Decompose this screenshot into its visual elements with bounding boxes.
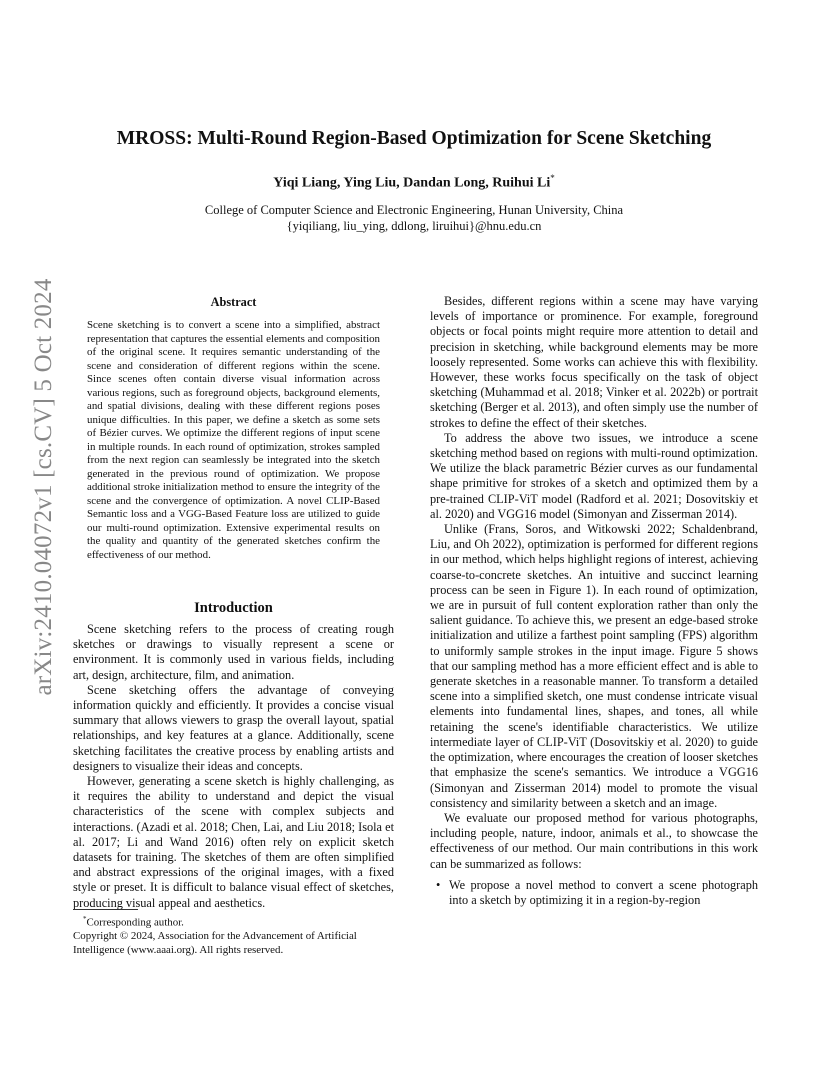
intro-paragraph: Scene sketching refers to the process of creating rough sketches or drawings to visually represent a scene or environment. It is commonly used in various fields, including art, design, architecture, film, and animation.: [73, 622, 394, 682]
introduction-left-column: [73, 622, 394, 911]
abstract-heading: Abstract: [210, 295, 257, 309]
body-paragraph: We evaluate our proposed method for various photographs, including people, nature, indoor, animals et al., to showcase the effectiveness of our method. Our main contributions in this work can be summarized as follows:: [430, 810, 758, 871]
body-paragraph: Besides, different regions within a scene may have varying levels of importance or prominence. For example, foreground objects or focal points might require more attention to detail and precision in sketching, while background elements may be more loosely represented. Some works can achieve this with flexibility. However, these works focus specifically on the task of object sketching (Muhammad et al. 2018; Vinker et al. 2022b) or portrait sketching (Berger et al. 2013), and often simply use the number of strokes to define the effect of their sketches.: [430, 294, 758, 430]
affiliation-block: [0, 202, 828, 234]
copyright-notice: Copyright © 2024, Association for the Advancement of Artificial Intelligence (www.aaai.org). All rights reserved.: [73, 930, 357, 956]
footnote-text: Corresponding author.: [86, 916, 184, 929]
corresponding-author-mark: *: [550, 173, 555, 183]
body-paragraph: To address the above two issues, we introduce a scene sketching method based on regions with multi-round optimization. We utilize the black parametric Bézier curves as our fundamental shape primitive for strokes of a sketch and optimized them by a pre-trained CLIP-ViT model (Radford et al. 2021; Dosovitskiy et al. 2020) and VGG16 model (Simonyan and Zisserman 2014).: [430, 430, 758, 521]
abstract-text: Scene sketching is to convert a scene into a simplified, abstract representation that captures the essential elements and composition of the original scene. It requires semantic understanding of the scene and consideration of different regions within the scene. Since scenes often contain diverse visual information across various regions, such as foreground objects, background elements, and spatial divisions, dealing with these different regions poses unique difficulties. In this paper, we define a sketch as some sets of Bézier curves. We optimize the different regions of input scene in multiple rounds. In each round of optimization, strokes sampled from the next region can seamlessly be integrated into the sketch generated in the previous round of optimization. We propose additional stroke initialization method to ensure the integrity of the scene and the convergence of optimization. A novel CLIP-Based Semantic loss and a VGG-Based Feature loss are utilized to guide our multi-round optimization. Extensive experimental results on the quality and quantity of the generated sketches confirm the effectiveness of our method.: [87, 319, 380, 561]
introduction-heading: Introduction: [194, 600, 273, 616]
contribution-text: We propose a novel method to convert a scene photograph into a sketch by optimizing it in a region-by-region: [449, 877, 758, 907]
affiliation: College of Computer Science and Electronic Engineering, Hunan University, China: [204, 203, 624, 217]
paper-title: MROSS: Multi-Round Region-Based Optimization for Scene Sketching: [116, 128, 712, 149]
contribution-list: [430, 878, 758, 908]
footnote: [73, 913, 394, 930]
intro-paragraph: However, generating a scene sketch is highly challenging, as it requires the ability to understand and depict the visual characteristics of the scene with complex subjects and interactions. (Azadi et al. 2018; Chen, Lai, and Liu 2018; Isola et al. 2017; Li and Wand 2016) often rely on explicit sketch datasets for training. The sketches of them are often simplified and abstract expressions of the original images, with a fixed style or preset. It is difficult to balance visual effect of sketches, producing visual appeal and aesthetics.: [73, 774, 394, 910]
body-paragraph: Unlike (Frans, Soros, and Witkowski 2022; Schaldenbrand, Liu, and Oh 2022), optimization is performed for different regions in our method, which helps highlight regions of interest, achieving coarse-to-concrete sketches. An intuitive and succinct learning process can be seen in Figure 1). In each round of optimization, we are in pursuit of full content exploration rather than only the salient guidance. To achieve this, we present an edge-based stroke initialization and utilize a farthest point sampling (FPS) algorithm to uniformly sample strokes in the input image. Figure 5 shows that our sampling method has a more efficient effect and is able to generate sketches in a reasonable manner. To transform a detailed scene into a simplified sketch, one must condense intricate visual elements into fundamental lines, shapes, and tones, all while retaining the scene's identifiable characteristics. We utilize intermediate layer of CLIP-ViT (Dosovitskiy et al. 2020) to guide the optimization, where encourages the creation of looser sketches that emphasize the scene's semantics. We introduce a VGG16 (Simonyan and Zisserman 2014) model to promote the visual consistency and similarity between a sketch and an image.: [430, 522, 758, 810]
author-emails: {yiqiliang, liu_ying, ddlong, liruihui}@hnu.edu.cn: [286, 219, 542, 233]
abstract-body: [87, 319, 380, 562]
right-column: [430, 294, 758, 908]
contribution-item: [436, 877, 758, 908]
author-names: Yiqi Liang, Ying Liu, Dandan Long, Ruihui Li: [273, 175, 551, 191]
footnote-block: [73, 913, 394, 957]
bullet-glyph: •: [436, 877, 441, 892]
author-list: [0, 173, 828, 192]
footnote-mark: *: [83, 915, 87, 923]
arxiv-margin-stamp: [22, 278, 66, 696]
intro-paragraph: Scene sketching offers the advantage of conveying information quickly and efficiently. It provides a concise visual summary that allows viewers to grasp the overall layout, spatial relationships, and key features at a glance. Additionally, scene sketching facilitates the creative process by enabling artists and designers to visualize their ideas and concepts.: [73, 682, 394, 773]
footnote-rule: [73, 909, 138, 910]
arxiv-identifier: arXiv:2410.04072v1 [cs.CV] 5 Oct 2024: [30, 278, 57, 696]
